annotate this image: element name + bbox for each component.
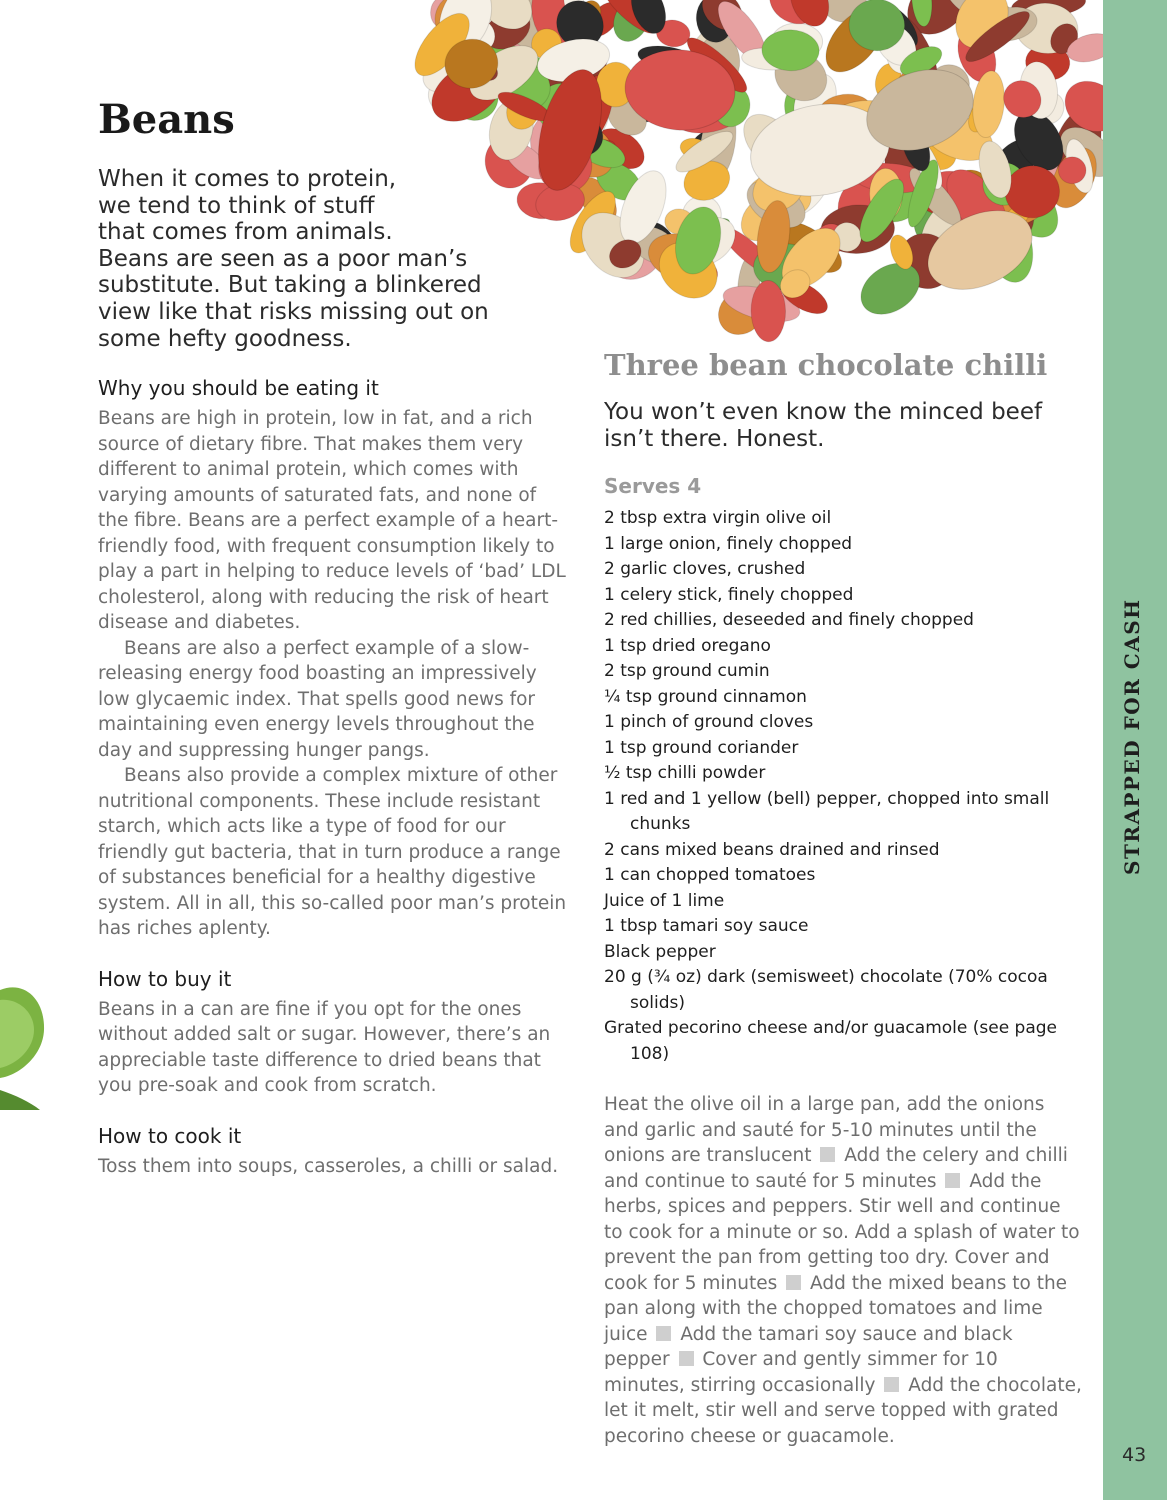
bean-shape: [1058, 157, 1086, 184]
ingredient-item: ¼ tsp ground cinnamon: [604, 686, 807, 707]
method-step: Add the herbs, spices and peppers. Stir well and continue to cook for a minute or so. Add a splash of water to prevent the pan from getting too dry. Cover and cook for 5 minutes: [604, 1170, 1080, 1294]
method-step: Add the celery and chilli and continue to sauté for 5 minutes: [604, 1145, 1068, 1192]
step-separator-icon: [679, 1351, 694, 1366]
ingredient-item: 2 red chillies, deseeded and finely chopped: [604, 610, 974, 631]
ingredient-item: Grated pecorino cheese and/or guacamole (see page 108): [604, 1018, 1058, 1064]
ingredient-item: 1 pinch of ground cloves: [604, 712, 814, 733]
method-step: Heat the olive oil in a large pan, add the onions and garlic and sauté for 5-10 minutes until the onions are translucent: [604, 1094, 1045, 1167]
ingredient-list: [604, 506, 1084, 1067]
step-separator-icon: [656, 1326, 671, 1341]
intro-line: we tend to think of stuff: [98, 192, 375, 219]
ingredient-item: 2 tbsp extra virgin olive oil: [604, 508, 832, 529]
intro-line: When it comes to protein,: [98, 166, 397, 192]
buy-paragraph: Beans in a can are fine if you opt for the ones without added salt or sugar. However, there’s an appreciable taste difference to dried beans that you pre-soak and cook from scratch.: [98, 998, 551, 1097]
method-step: Add the tamari soy sauce and black pepper: [604, 1323, 1013, 1371]
recipe-title: Three bean chocolate chilli: [604, 348, 1048, 382]
chapter-label: STRAPPED FOR CASH: [1120, 598, 1144, 875]
ingredient-item: 1 tsp dried oregano: [604, 635, 771, 656]
ingredient-item: Juice of 1 lime: [604, 890, 725, 911]
step-separator-icon: [945, 1173, 960, 1188]
intro-line: that comes from animals.: [98, 219, 393, 246]
ingredient-item: 1 can chopped tomatoes: [604, 865, 816, 886]
why-paragraph: Beans also provide a complex mixture of other nutritional components. These include resistant starch, which acts like a type of food for our friendly gut bacteria, that in turn produce a range of substances beneficial for a healthy digestive system. All in all, this so-called poor man’s protein has riches aplenty.: [98, 765, 567, 940]
ingredient-item: 1 tsp ground coriander: [604, 737, 799, 758]
ingredient-item: 2 garlic cloves, crushed: [604, 559, 806, 580]
page-title: Beans: [98, 96, 235, 143]
ingredient-item: ½ tsp chilli powder: [604, 763, 766, 784]
step-separator-icon: [820, 1147, 835, 1162]
cook-heading: How to cook it: [98, 1123, 242, 1148]
recipe-intro: You won’t even know the minced beef isn’t there. Honest.: [604, 399, 1043, 452]
why-paragraph: Beans are high in protein, low in fat, and a rich source of dietary fibre. That makes them very different to animal protein, which comes with varying amounts of saturated fats, and none of the fibre. Beans are a perfect example of a heart-friendly food, with frequent consumption likely to play a part in helping to reduce levels of ‘bad’ LDL cholesterol, along with reducing the risk of heart disease and diabetes.: [98, 408, 566, 634]
green-vegetable-image: [0, 960, 50, 1110]
intro-line: Beans are seen as a poor man’s: [98, 245, 468, 272]
beans-article: [98, 96, 568, 1179]
method-step: Add the chocolate, let it melt, stir well and serve topped with grated pecorino cheese or guacamole.: [604, 1374, 1082, 1447]
why-paragraph: Beans are also a perfect example of a slow-releasing energy food boasting an impressively low glycaemic index. That spells good news for maintaining even energy levels throughout the day and suppressing hunger pangs.: [98, 637, 537, 761]
cook-paragraph: Toss them into soups, casseroles, a chilli or salad.: [98, 1155, 559, 1177]
ingredient-item: 1 red and 1 yellow (bell) pepper, chopped into small chunks: [604, 788, 1050, 835]
ingredient-item: 1 large onion, finely chopped: [604, 533, 853, 554]
ingredient-item: 2 tsp ground cumin: [604, 661, 770, 682]
buy-heading: How to buy it: [98, 966, 232, 991]
recipe: [604, 345, 1084, 1449]
page-number: 43: [1122, 1444, 1147, 1466]
intro-line: view like that risks missing out on: [98, 298, 489, 325]
step-separator-icon: [884, 1377, 899, 1392]
serves-label: Serves 4: [604, 474, 702, 499]
ingredient-item: 2 cans mixed beans drained and rinsed: [604, 839, 940, 860]
intro-line: substitute. But taking a blinkered: [98, 272, 482, 299]
intro-line: some hefty goodness.: [98, 325, 352, 352]
step-separator-icon: [786, 1275, 801, 1290]
method-step: Add the mixed beans to the pan along with the chopped tomatoes and lime juice: [604, 1272, 1068, 1345]
ingredient-item: 1 tbsp tamari soy sauce: [604, 916, 809, 937]
why-heading: Why you should be eating it: [98, 376, 379, 401]
intro-text: [98, 166, 568, 352]
ingredient-item: 1 celery stick, finely chopped: [604, 584, 854, 605]
ingredient-item: 20 g (¾ oz) dark (semisweet) chocolate (70% cocoa solids): [604, 967, 1048, 1013]
method-step: Cover and gently simmer for 10 minutes, stirring occasionally: [604, 1349, 998, 1396]
ingredient-item: Black pepper: [604, 941, 716, 962]
method-text: [604, 1092, 1084, 1449]
